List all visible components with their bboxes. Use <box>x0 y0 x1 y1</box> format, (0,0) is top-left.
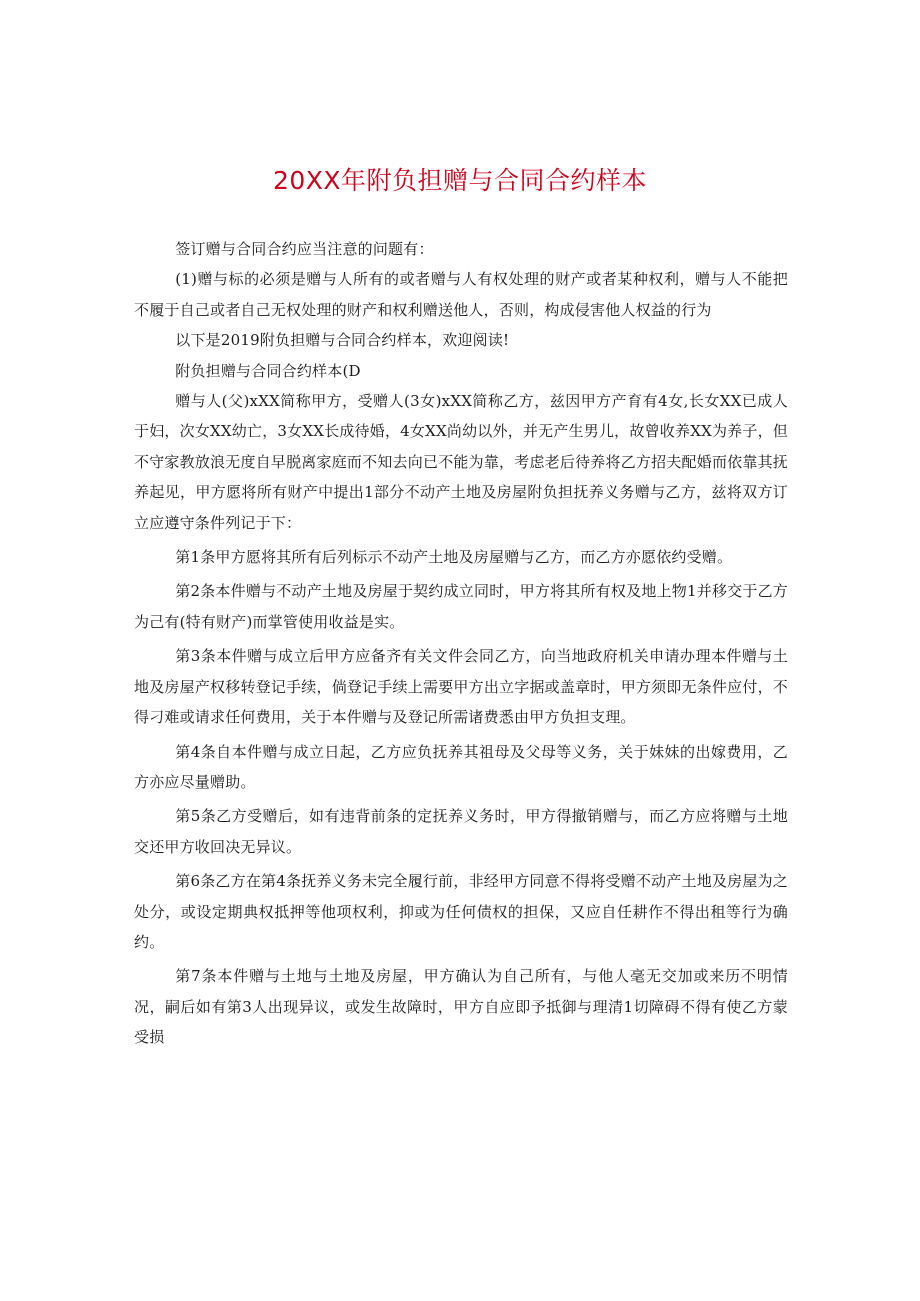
paragraph-preamble: 赠与人(父)xXX简称甲方，受赠人(3女)xXX简称乙方，兹因甲方产育有4女,长女XX已成人于妇，次女XX幼亡，3女XX长成待婚，4女XX尚幼以外，并无产生男儿，故曾收养XX为养子，但不守家教放浪无度自早脱离家庭而不知去向已不能为靠，考虑老后待养将乙方招夫配婚而依靠其抚养起见，甲方愿将所有财产中提出1部分不动产土地及房屋附负担抚养义务赠与乙方，兹将双方订立应遵守条件列记于下： <box>134 392 788 532</box>
paragraph-article-1: 第1条甲方愿将其所有后列标示不动产土地及房屋赠与乙方，而乙方亦愿依约受赠。 <box>175 548 733 567</box>
paragraph-article-6: 第6条乙方在第4条抚养义务未完全履行前，非经甲方同意不得将受赠不动产土地及房屋为之处分，或设定期典权抵押等他项权利，抑或为任何债权的担保，又应自任耕作不得出租等行为确约。 <box>134 872 788 951</box>
paragraph-article-7: 第7条本件赠与土地与土地及房屋，甲方确认为自己所有，与他人毫无交加或来历不明情况，嗣后如有第3人出现异议，或发生故障时，甲方自应即予抵御与理清1切障碍不得有使乙方蒙受损 <box>134 967 788 1047</box>
paragraph-note-1: (1)赠与标的必须是赠与人所有的或者赠与人有权处理的财产或者某种权利，赠与人不能把不履于自己或者自己无权处理的财产和权利赠送他人，否则，构成侵害他人权益的行为 <box>134 270 788 319</box>
document-title: 20XX年附负担赠与合同合约样本 <box>272 166 648 195</box>
paragraph-article-3: 第3条本件赠与成立后甲方应备齐有关文件会同乙方，向当地政府机关申请办理本件赠与土地及房屋产权移转登记手续，倘登记手续上需要甲方出立字据或盖章时，甲方须即无条件应付，不得刁难或请求任何费用，关于本件赠与及登记所需诸费悉由甲方负担支理。 <box>134 647 788 727</box>
paragraph-article-4: 第4条自本件赠与成立日起，乙方应负抚养其祖母及父母等义务，关于妹妹的出嫁费用，乙方亦应尽量赠助。 <box>134 742 788 791</box>
paragraph-sample-heading: 附负担赠与合同合约样本(D <box>175 361 361 380</box>
paragraph-article-5: 第5条乙方受赠后，如有违背前条的定抚养义务时，甲方得撤销赠与，而乙方应将赠与土地交还甲方收回决无异议。 <box>134 807 788 856</box>
paragraph-lead-in: 以下是2019附负担赠与合同合约样本，欢迎阅读! <box>175 331 510 350</box>
paragraph-article-2: 第2条本件赠与不动产土地及房屋于契约成立同时，甲方将其所有权及地上物1并移交于乙方为己有(特有财产)而掌管使用收益是实。 <box>134 582 788 631</box>
paragraph-intro: 签订赠与合同合约应当注意的问题有： <box>175 240 434 258</box>
document-body <box>134 234 788 1053</box>
